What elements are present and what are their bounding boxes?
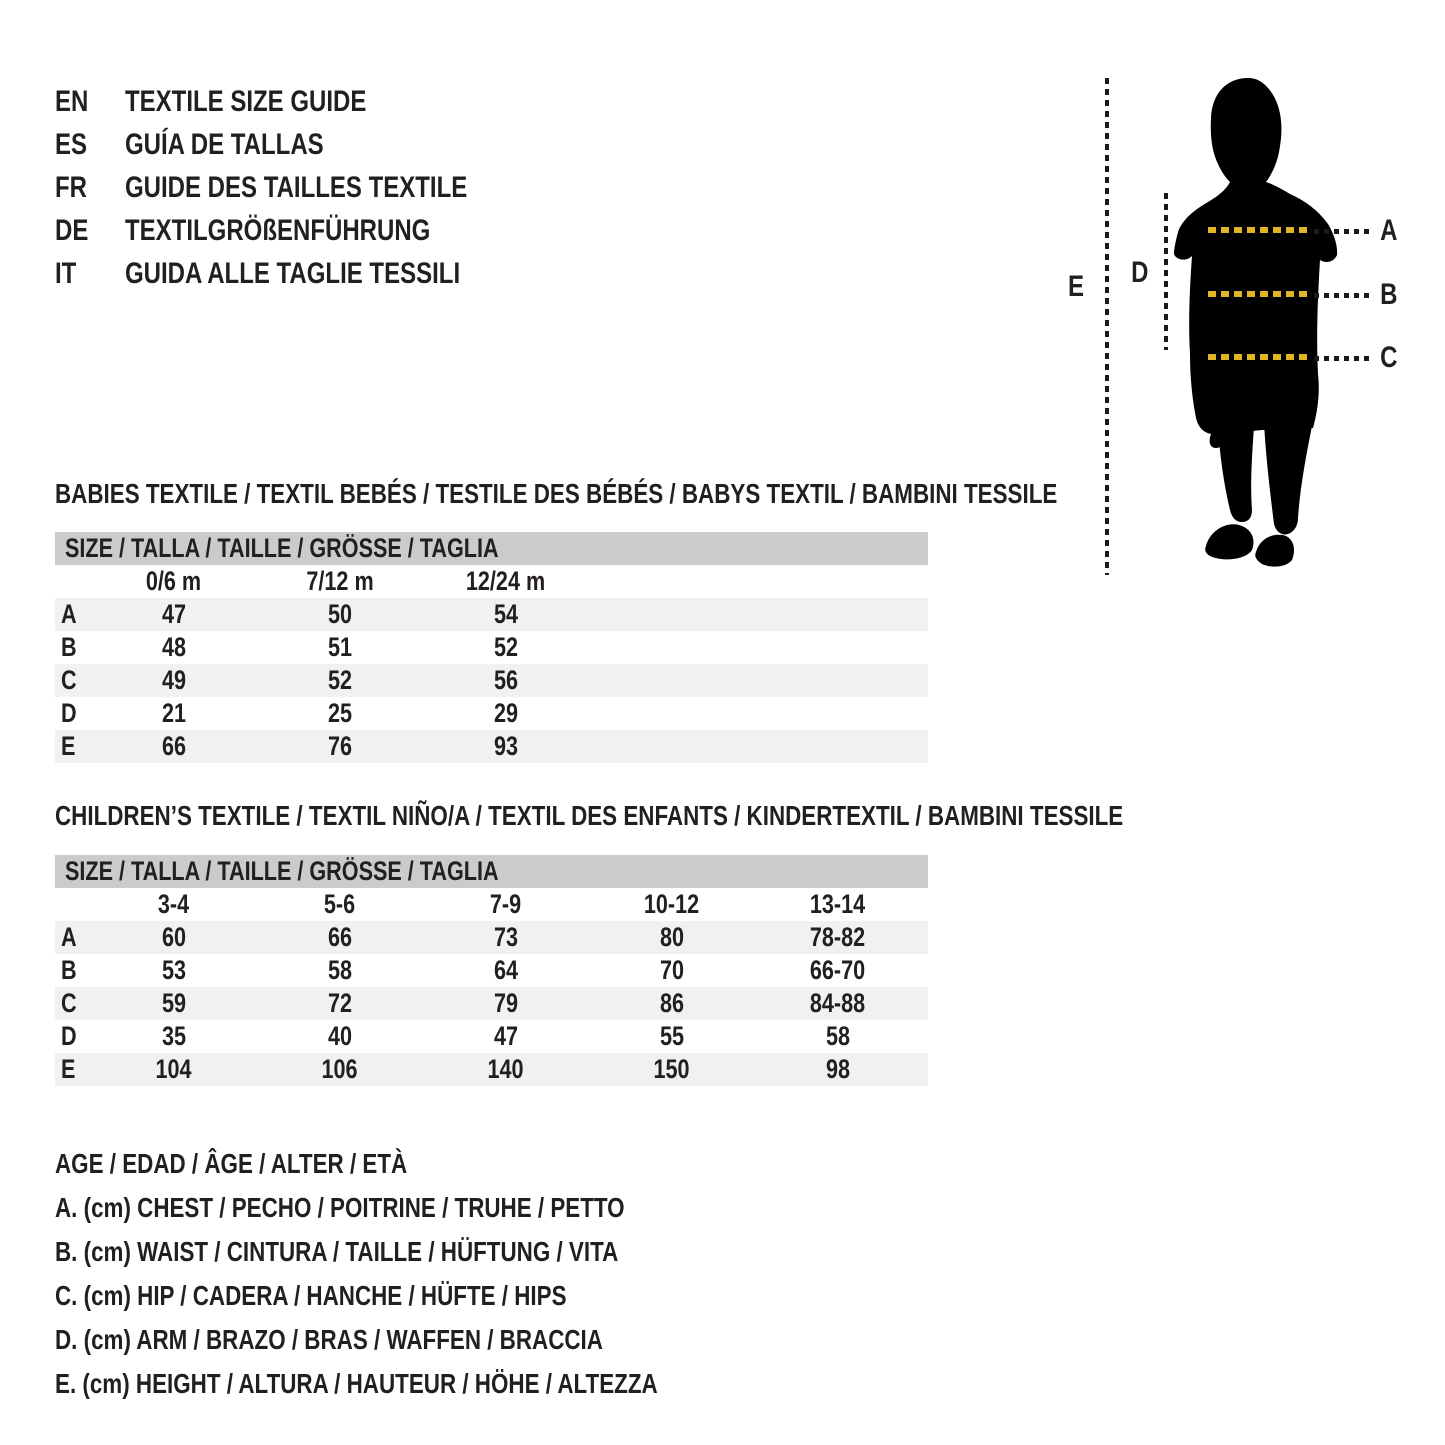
table-cell: 58 bbox=[327, 955, 353, 985]
table-cell: 150 bbox=[653, 1054, 691, 1084]
row-label: B bbox=[61, 632, 77, 662]
language-title-block bbox=[55, 80, 553, 295]
column-header: 13-14 bbox=[810, 889, 866, 919]
table-cell: 98 bbox=[825, 1054, 851, 1084]
children-section-title: CHILDREN’S TEXTILE / TEXTIL NIÑO/A / TEXTIL DES ENFANTS / KINDERTEXTIL / BAMBINI TESSILE bbox=[55, 800, 1124, 831]
table-row bbox=[55, 987, 928, 1020]
table-row bbox=[55, 697, 928, 730]
lang-title: GUIDE DES TAILLES TEXTILE bbox=[125, 171, 468, 204]
waist-dash-line-b bbox=[1208, 291, 1310, 297]
lang-code: DE bbox=[55, 214, 89, 247]
table-cell: 66-70 bbox=[810, 955, 866, 985]
table-cell: 52 bbox=[493, 632, 519, 662]
legend-line-arm: D. (cm) ARM / BRAZO / BRAS / WAFFEN / BRACCIA bbox=[55, 1324, 603, 1355]
lang-title: GUÍA DE TALLAS bbox=[125, 128, 324, 161]
table-cell: 80 bbox=[659, 922, 685, 952]
table-cell: 21 bbox=[161, 698, 187, 728]
chest-dash-line-a bbox=[1208, 227, 1310, 233]
children-size-table bbox=[55, 855, 928, 1086]
table-cell: 86 bbox=[659, 988, 685, 1018]
table-cell: 70 bbox=[659, 955, 685, 985]
lang-row-de bbox=[55, 209, 553, 252]
table-cell: 47 bbox=[493, 1021, 519, 1051]
column-header: 10-12 bbox=[644, 889, 700, 919]
table-row bbox=[55, 1053, 928, 1086]
table-row bbox=[55, 598, 928, 631]
table-cell: 64 bbox=[493, 955, 519, 985]
lang-title: GUIDA ALLE TAGLIE TESSILI bbox=[125, 257, 461, 290]
column-header: 7/12 m bbox=[306, 566, 374, 596]
table-cell: 76 bbox=[327, 731, 353, 761]
table-cell: 79 bbox=[493, 988, 519, 1018]
lang-code: EN bbox=[55, 85, 89, 118]
chest-dotted-line-a bbox=[1314, 229, 1370, 234]
table-cell: 47 bbox=[161, 599, 187, 629]
legend-line-waist: B. (cm) WAIST / CINTURA / TAILLE / HÜFTUNG / VITA bbox=[55, 1236, 619, 1267]
babies-column-header-row bbox=[55, 565, 928, 598]
table-cell: 104 bbox=[155, 1054, 193, 1084]
table-cell: 59 bbox=[161, 988, 187, 1018]
table-cell: 52 bbox=[327, 665, 353, 695]
babies-section-title: BABIES TEXTILE / TEXTIL BEBÉS / TESTILE DES BÉBÉS / BABYS TEXTIL / BAMBINI TESSILE bbox=[55, 478, 1058, 509]
table-cell: 78-82 bbox=[810, 922, 866, 952]
row-label: E bbox=[61, 731, 76, 761]
babies-size-table bbox=[55, 532, 928, 763]
table-cell: 93 bbox=[493, 731, 519, 761]
lang-row-fr bbox=[55, 166, 553, 209]
table-cell: 50 bbox=[327, 599, 353, 629]
row-label: D bbox=[61, 1021, 77, 1051]
lang-title: TEXTILE SIZE GUIDE bbox=[125, 85, 367, 118]
column-header: 3-4 bbox=[158, 889, 190, 919]
table-cell: 55 bbox=[659, 1021, 685, 1051]
row-label: C bbox=[61, 665, 77, 695]
lang-row-es bbox=[55, 123, 553, 166]
row-label: E bbox=[61, 1054, 76, 1084]
table-cell: 73 bbox=[493, 922, 519, 952]
table-row bbox=[55, 921, 928, 954]
legend-line-chest: A. (cm) CHEST / PECHO / POITRINE / TRUHE / PETTO bbox=[55, 1192, 625, 1223]
column-header: 0/6 m bbox=[146, 566, 202, 596]
table-cell: 53 bbox=[161, 955, 187, 985]
column-header: 7-9 bbox=[490, 889, 522, 919]
legend-line-height: E. (cm) HEIGHT / ALTURA / HAUTEUR / HÖHE / ALTEZZA bbox=[55, 1368, 658, 1399]
table-row bbox=[55, 631, 928, 664]
table-cell: 140 bbox=[487, 1054, 525, 1084]
table-row bbox=[55, 954, 928, 987]
table-cell: 58 bbox=[825, 1021, 851, 1051]
hip-dash-line-c bbox=[1208, 354, 1310, 360]
row-label: A bbox=[61, 922, 77, 952]
column-header: 5-6 bbox=[324, 889, 356, 919]
row-label: A bbox=[61, 599, 77, 629]
lang-title: TEXTILGRÖßENFÜHRUNG bbox=[125, 214, 431, 247]
table-cell: 40 bbox=[327, 1021, 353, 1051]
row-label: B bbox=[61, 955, 77, 985]
table-cell: 48 bbox=[161, 632, 187, 662]
table-cell: 51 bbox=[327, 632, 353, 662]
table-cell: 54 bbox=[493, 599, 519, 629]
table-cell: 35 bbox=[161, 1021, 187, 1051]
legend-line-age: AGE / EDAD / ÂGE / ALTER / ETÀ bbox=[55, 1148, 408, 1179]
children-size-header: SIZE / TALLA / TAILLE / GRÖSSE / TAGLIA bbox=[55, 855, 928, 888]
table-cell: 60 bbox=[161, 922, 187, 952]
measurement-legend bbox=[55, 1142, 808, 1406]
table-row bbox=[55, 1020, 928, 1053]
column-header: 12/24 m bbox=[466, 566, 546, 596]
table-cell: 84-88 bbox=[810, 988, 866, 1018]
lang-row-en bbox=[55, 80, 553, 123]
row-label: C bbox=[61, 988, 77, 1018]
table-cell: 72 bbox=[327, 988, 353, 1018]
legend-line-hip: C. (cm) HIP / CADERA / HANCHE / HÜFTE / HIPS bbox=[55, 1280, 567, 1311]
table-cell: 106 bbox=[321, 1054, 359, 1084]
table-row bbox=[55, 730, 928, 763]
lang-code: FR bbox=[55, 171, 87, 204]
table-cell: 66 bbox=[161, 731, 187, 761]
babies-size-header: SIZE / TALLA / TAILLE / GRÖSSE / TAGLIA bbox=[55, 532, 928, 565]
marker-label-b: B bbox=[1380, 278, 1398, 311]
hip-dotted-line-c bbox=[1314, 356, 1370, 361]
table-cell: 29 bbox=[493, 698, 519, 728]
table-cell: 66 bbox=[327, 922, 353, 952]
children-column-header-row bbox=[55, 888, 928, 921]
waist-dotted-line-b bbox=[1314, 293, 1370, 298]
table-cell: 25 bbox=[327, 698, 353, 728]
lang-code: IT bbox=[55, 257, 77, 290]
marker-label-d: D bbox=[1131, 256, 1149, 289]
table-cell: 56 bbox=[493, 665, 519, 695]
table-row bbox=[55, 664, 928, 697]
marker-label-c: C bbox=[1380, 341, 1398, 374]
table-cell: 49 bbox=[161, 665, 187, 695]
row-label: D bbox=[61, 698, 77, 728]
marker-label-a: A bbox=[1380, 214, 1398, 247]
lang-row-it bbox=[55, 252, 553, 295]
marker-label-e: E bbox=[1068, 270, 1085, 303]
lang-code: ES bbox=[55, 128, 88, 161]
